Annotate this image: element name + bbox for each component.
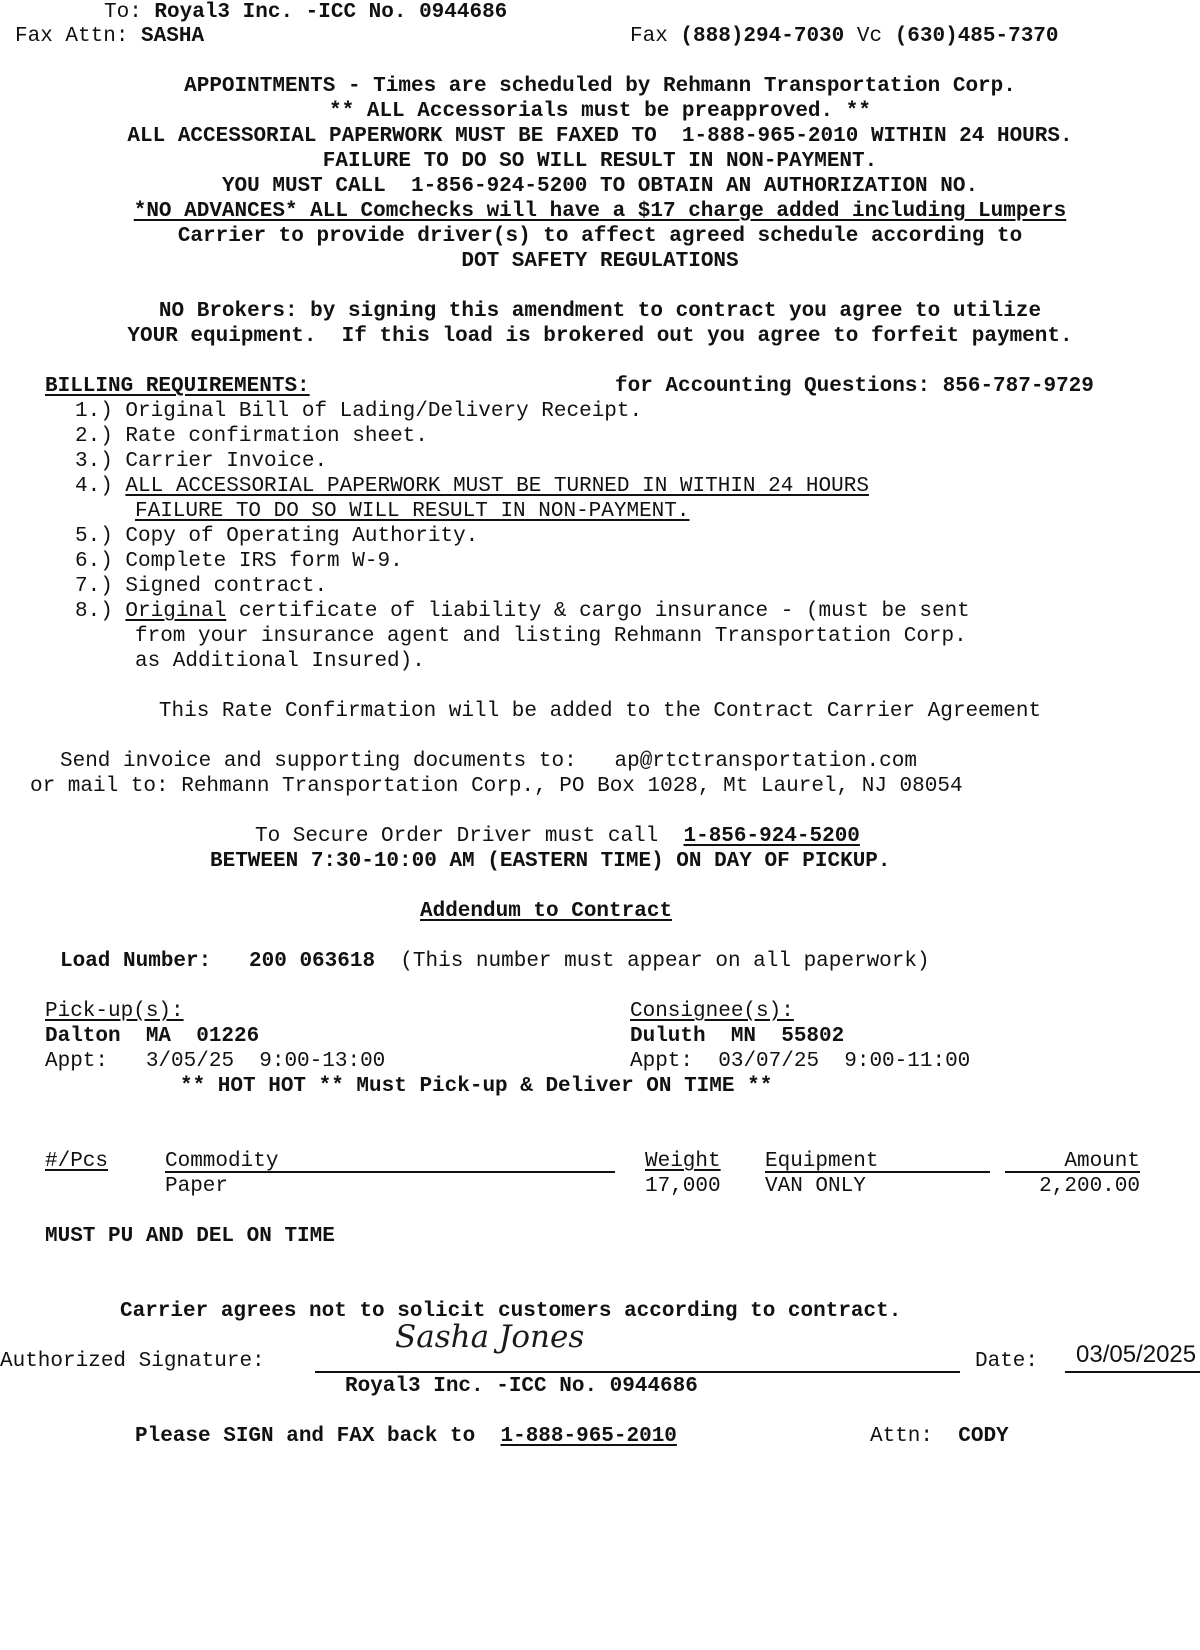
pickup-appt (45, 1049, 385, 1074)
brokers-notice-line1: NO Brokers: by signing this amendment to contract you agree to utilize (158, 300, 1042, 323)
billing-item-8 (75, 599, 970, 624)
col-header-equipment: Equipment (765, 1150, 879, 1173)
col-header-commodity: Commodity (165, 1150, 279, 1173)
billing-item-number: 3.) (75, 450, 113, 473)
cell-weight: 17,000 (645, 1175, 721, 1198)
billing-item-7 (75, 574, 327, 599)
fax-attn-row (15, 24, 204, 49)
fax-row (630, 24, 1059, 49)
billing-item-number: 4.) (75, 475, 113, 498)
cell-commodity: Paper (165, 1175, 229, 1198)
billing-item-text: Signed contract. (125, 575, 328, 598)
invoice-mail-address: or mail to: Rehmann Transportation Corp., PO Box 1028, Mt Laurel, NJ 08054 (30, 775, 963, 798)
signature-line[interactable] (315, 1371, 960, 1373)
billing-item-2 (75, 424, 428, 449)
col-header-amount: Amount (1064, 1150, 1140, 1173)
nonpayment-notice: FAILURE TO DO SO WILL RESULT IN NON-PAYMENT. (322, 150, 878, 173)
fax-back-attn-value: CODY (958, 1425, 1009, 1448)
billing-item-text: Copy of Operating Authority. (125, 525, 479, 548)
load-number-label: Load Number: (60, 950, 212, 973)
billing-item-number: 2.) (75, 425, 113, 448)
brokers-notice-line2: YOUR equipment. If this load is brokered out you agree to forfeit payment. (127, 325, 1073, 348)
equipment-underline (765, 1171, 990, 1173)
signature-company: Royal3 Inc. -ICC No. 0944686 (345, 1375, 698, 1398)
signature-label: Authorized Signature: (0, 1350, 265, 1373)
signed-date: 03/05/2025 (1076, 1341, 1197, 1368)
billing-item-number: 7.) (75, 575, 113, 598)
billing-item-text: Original Bill of Lading/Delivery Receipt. (125, 400, 643, 423)
secure-order-phone[interactable]: 1-856-924-5200 (683, 825, 860, 848)
fax-attn-value: SASHA (141, 25, 205, 48)
accessorials-notice: ** ALL Accessorials must be preapproved. ** (329, 100, 871, 123)
billing-item-number: 1.) (75, 400, 113, 423)
addendum-title: Addendum to Contract (420, 900, 673, 923)
fax-attn-label: Fax Attn: (15, 25, 129, 48)
vc-label: Vc (856, 25, 883, 48)
consignee-location: Duluth MN 55802 (630, 1025, 845, 1048)
consignee-appt (630, 1049, 970, 1074)
billing-item-text: Rate confirmation sheet. (125, 425, 428, 448)
pickup-heading: Pick-up(s): (45, 1000, 184, 1023)
billing-item-8-line3: as Additional Insured). (135, 650, 425, 673)
cell-equipment: VAN ONLY (765, 1175, 866, 1198)
authorization-notice: YOU MUST CALL 1-856-924-5200 TO OBTAIN AN AUTHORIZATION NO. (221, 175, 979, 198)
billing-heading: BILLING REQUIREMENTS: (45, 375, 310, 398)
billing-item-text: Complete IRS form W-9. (125, 550, 403, 573)
billing-item-5 (75, 524, 478, 549)
fax-back-attn (870, 1424, 1009, 1449)
pickup-appt-value: 3/05/25 9:00-13:00 (145, 1050, 386, 1073)
no-advances-notice: *NO ADVANCES* ALL Comchecks will have a $17 charge added including Lumpers (133, 200, 1067, 223)
load-number-value: 200 063618 (249, 950, 376, 973)
invoice-send-label: Send invoice and supporting documents to: (60, 750, 577, 773)
billing-item-6 (75, 549, 403, 574)
billing-item-number: 6.) (75, 550, 113, 573)
driver-schedule-notice: Carrier to provide driver(s) to affect agreed schedule according to (177, 225, 1023, 248)
fax-back-text: Please SIGN and FAX back to (135, 1425, 476, 1448)
load-number-row (60, 949, 930, 974)
pickup-call-window: BETWEEN 7:30-10:00 AM (EASTERN TIME) ON DAY OF PICKUP. (210, 850, 891, 873)
accounting-questions: for Accounting Questions: 856-787-9729 (615, 375, 1094, 398)
hot-notice: ** HOT HOT ** Must Pick-up & Deliver ON TIME ** (180, 1075, 773, 1098)
rate-confirmation-note: This Rate Confirmation will be added to the Contract Carrier Agreement (158, 700, 1042, 723)
commodity-underline (165, 1171, 615, 1173)
fax-paperwork-notice: ALL ACCESSORIAL PAPERWORK MUST BE FAXED TO 1-888-965-2010 WITHIN 24 HOURS. (127, 125, 1073, 148)
consignee-heading: Consignee(s): (630, 1000, 794, 1023)
date-label: Date: (975, 1350, 1039, 1373)
billing-item-4-line2: FAILURE TO DO SO WILL RESULT IN NON-PAYMENT. (135, 500, 690, 523)
vc-value: (630)485-7370 (894, 25, 1059, 48)
billing-item-number: 5.) (75, 525, 113, 548)
billing-item-3 (75, 449, 327, 474)
billing-item-number: 8.) (75, 600, 113, 623)
pickup-location: Dalton MA 01226 (45, 1025, 260, 1048)
billing-item-8-line2: from your insurance agent and listing Rehmann Transportation Corp. (135, 625, 967, 648)
dot-regulations-notice: DOT SAFETY REGULATIONS (461, 250, 739, 273)
consignee-appt-label: Appt: (630, 1050, 694, 1073)
billing-item-original: Original (125, 600, 227, 623)
col-header-weight: Weight (645, 1150, 721, 1173)
secure-order-text: To Secure Order Driver must call (255, 825, 659, 848)
billing-item-text: Carrier Invoice. (125, 450, 328, 473)
billing-item-text: ALL ACCESSORIAL PAPERWORK MUST BE TURNED IN WITHIN 24 HOURS (125, 475, 869, 498)
fax-value: (888)294-7030 (680, 25, 845, 48)
fax-label: Fax (630, 25, 668, 48)
cell-amount: 2,200.00 (1039, 1175, 1140, 1198)
billing-item-text: certificate of liability & cargo insurance - (must be sent (226, 600, 970, 623)
col-header-pcs: #/Pcs (45, 1150, 109, 1173)
consignee-appt-value: 03/07/25 9:00-11:00 (718, 1050, 971, 1073)
invoice-email[interactable]: ap@rtctransportation.com (614, 750, 917, 773)
load-number-note: (This number must appear on all paperwork) (400, 950, 930, 973)
secure-order-row (255, 824, 860, 849)
must-pu-notice: MUST PU AND DEL ON TIME (45, 1225, 335, 1248)
fax-back-row (135, 1424, 677, 1449)
billing-item-4 (75, 474, 869, 499)
date-line[interactable] (1065, 1371, 1200, 1373)
fax-back-number[interactable]: 1-888-965-2010 (500, 1425, 677, 1448)
invoice-send-row (60, 749, 917, 774)
to-label: To: (104, 1, 142, 24)
to-row (104, 0, 507, 25)
appointments-notice: APPOINTMENTS - Times are scheduled by Rehmann Transportation Corp. (184, 75, 1016, 98)
fax-back-attn-label: Attn: (870, 1425, 934, 1448)
carrier-agrees-notice: Carrier agrees not to solicit customers according to contract. (120, 1300, 902, 1323)
amount-underline (1005, 1171, 1140, 1173)
pickup-appt-label: Appt: (45, 1050, 109, 1073)
to-value: Royal3 Inc. -ICC No. 0944686 (154, 1, 508, 24)
handwritten-signature: Sasha Jones (395, 1319, 585, 1355)
billing-item-1 (75, 399, 642, 424)
